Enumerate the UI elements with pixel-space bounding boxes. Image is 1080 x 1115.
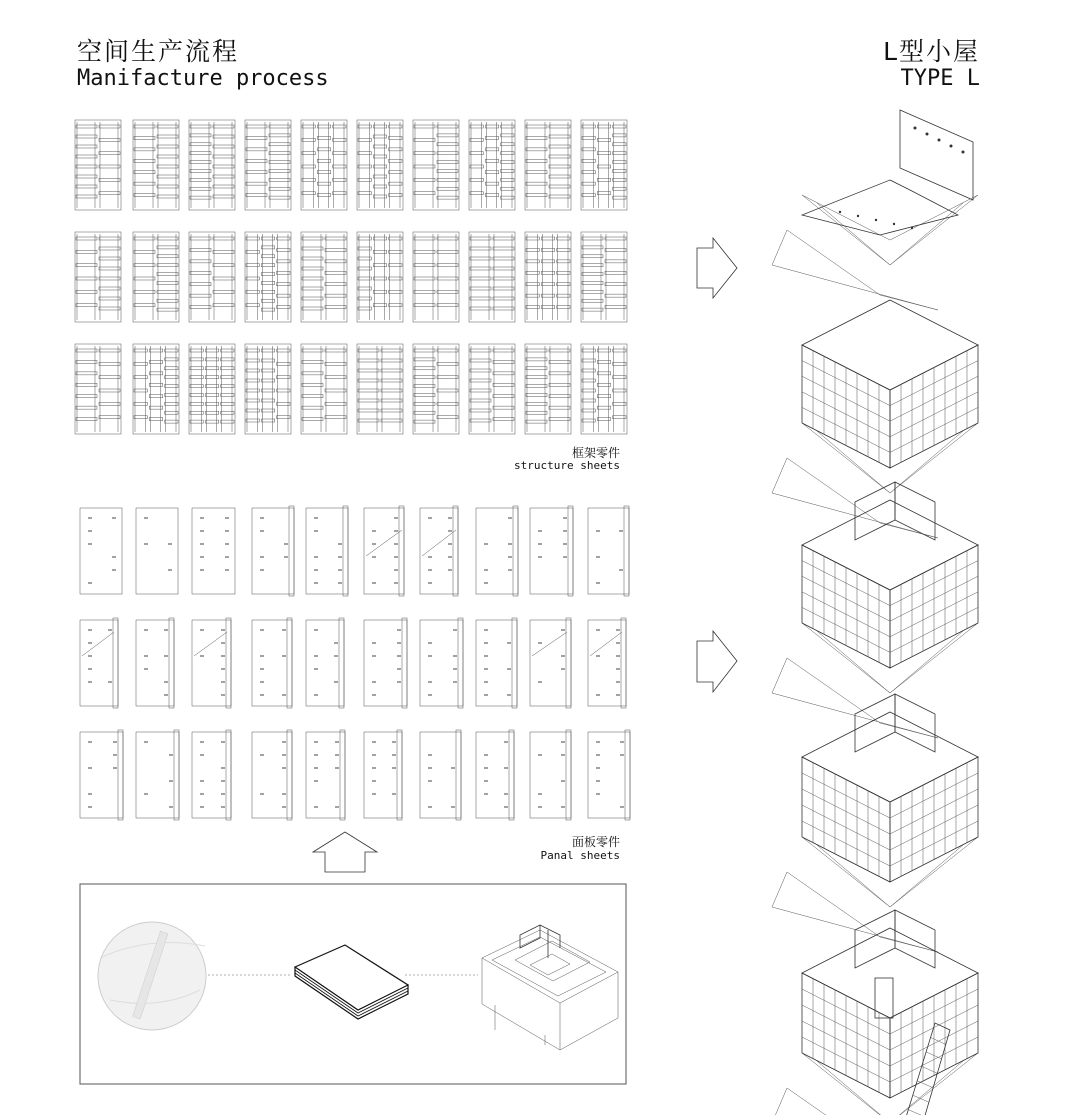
structure-sheet: [301, 120, 347, 210]
house-model: [772, 110, 978, 310]
panel-sheet: [306, 506, 348, 596]
panel-sheet: [588, 618, 626, 708]
structure-sheet: [133, 232, 179, 322]
arrow-right-icon: [697, 631, 737, 692]
house-model: [772, 694, 978, 952]
panel-sheet: [420, 618, 463, 708]
arrow-right-icon: [697, 238, 737, 298]
panel-sheet: [192, 508, 235, 594]
structure-sheet: [469, 120, 515, 210]
structure-sheet: [75, 120, 121, 210]
arrow-up-icon: [313, 832, 377, 872]
panel-sheet: [364, 730, 402, 820]
structure-sheet: [133, 344, 179, 434]
type-chinese: L型小屋: [883, 37, 980, 66]
structure-sheet: [301, 344, 347, 434]
structure-sheet: [469, 232, 515, 322]
structure-sheet: [245, 232, 291, 322]
panel-sheet: [192, 618, 231, 708]
panel-sheet: [306, 618, 344, 708]
panel-sheet: [420, 730, 461, 820]
panel-sheet: [588, 506, 629, 596]
title-english: Manifacture process: [77, 66, 329, 91]
structure-sheet: [75, 232, 121, 322]
panel-sheet: [588, 730, 630, 820]
structure-sheet: [75, 344, 121, 434]
panel-sheet: [136, 618, 174, 708]
panel-sheet: [530, 618, 571, 708]
panel-sheet: [476, 506, 518, 596]
house-models: [772, 110, 978, 1115]
structure-sheet: [581, 232, 627, 322]
structure-caption-english: structure sheets: [514, 459, 620, 472]
panel-sheet: [530, 730, 571, 820]
structure-sheet: [189, 232, 235, 322]
panel-sheet: [306, 730, 345, 820]
structure-sheet: [469, 344, 515, 434]
panel-sheet: [252, 730, 292, 820]
panel-caption-chinese: 面板零件: [571, 835, 620, 849]
panel-sheet: [364, 506, 404, 596]
panel-sheet: [80, 618, 118, 708]
structure-sheet: [581, 120, 627, 210]
structure-caption-chinese: 框架零件: [571, 446, 620, 460]
panel-sheet: [136, 508, 178, 594]
structure-sheets-grid: [75, 120, 627, 434]
cnc-machine-icon: [482, 925, 618, 1050]
panel-sheet: [136, 730, 179, 820]
panel-caption-english: Panal sheets: [540, 849, 620, 862]
structure-sheet: [301, 232, 347, 322]
structure-sheet: [413, 232, 459, 322]
structure-sheet: [357, 120, 403, 210]
structure-sheet: [245, 344, 291, 434]
panel-sheet: [420, 506, 458, 596]
panel-sheet: [252, 506, 294, 596]
panel-sheet: [364, 618, 407, 708]
plywood-sheet-icon: [98, 922, 206, 1030]
house-model: [772, 910, 978, 1115]
panel-sheet: [80, 730, 123, 820]
structure-sheet: [357, 232, 403, 322]
structure-sheet: [189, 344, 235, 434]
structure-sheet: [525, 232, 571, 322]
panel-sheets-grid: [80, 506, 630, 820]
structure-sheet: [133, 120, 179, 210]
structure-sheet: [525, 344, 571, 434]
structure-sheet: [413, 120, 459, 210]
type-english: TYPE L: [900, 66, 980, 91]
panel-sheet: [80, 508, 122, 594]
sheet-stack-icon: [295, 945, 408, 1019]
house-model: [772, 300, 978, 538]
panel-sheet: [192, 730, 231, 820]
structure-sheet: [413, 344, 459, 434]
panel-sheet: [476, 730, 514, 820]
structure-sheet: [357, 344, 403, 434]
house-model: [772, 482, 978, 738]
structure-sheet: [245, 120, 291, 210]
title-chinese: 空间生产流程: [77, 37, 240, 66]
panel-sheet: [252, 618, 292, 708]
panel-sheet: [476, 618, 517, 708]
structure-sheet: [189, 120, 235, 210]
structure-sheet: [525, 120, 571, 210]
structure-sheet: [581, 344, 627, 434]
panel-sheet: [530, 506, 573, 596]
